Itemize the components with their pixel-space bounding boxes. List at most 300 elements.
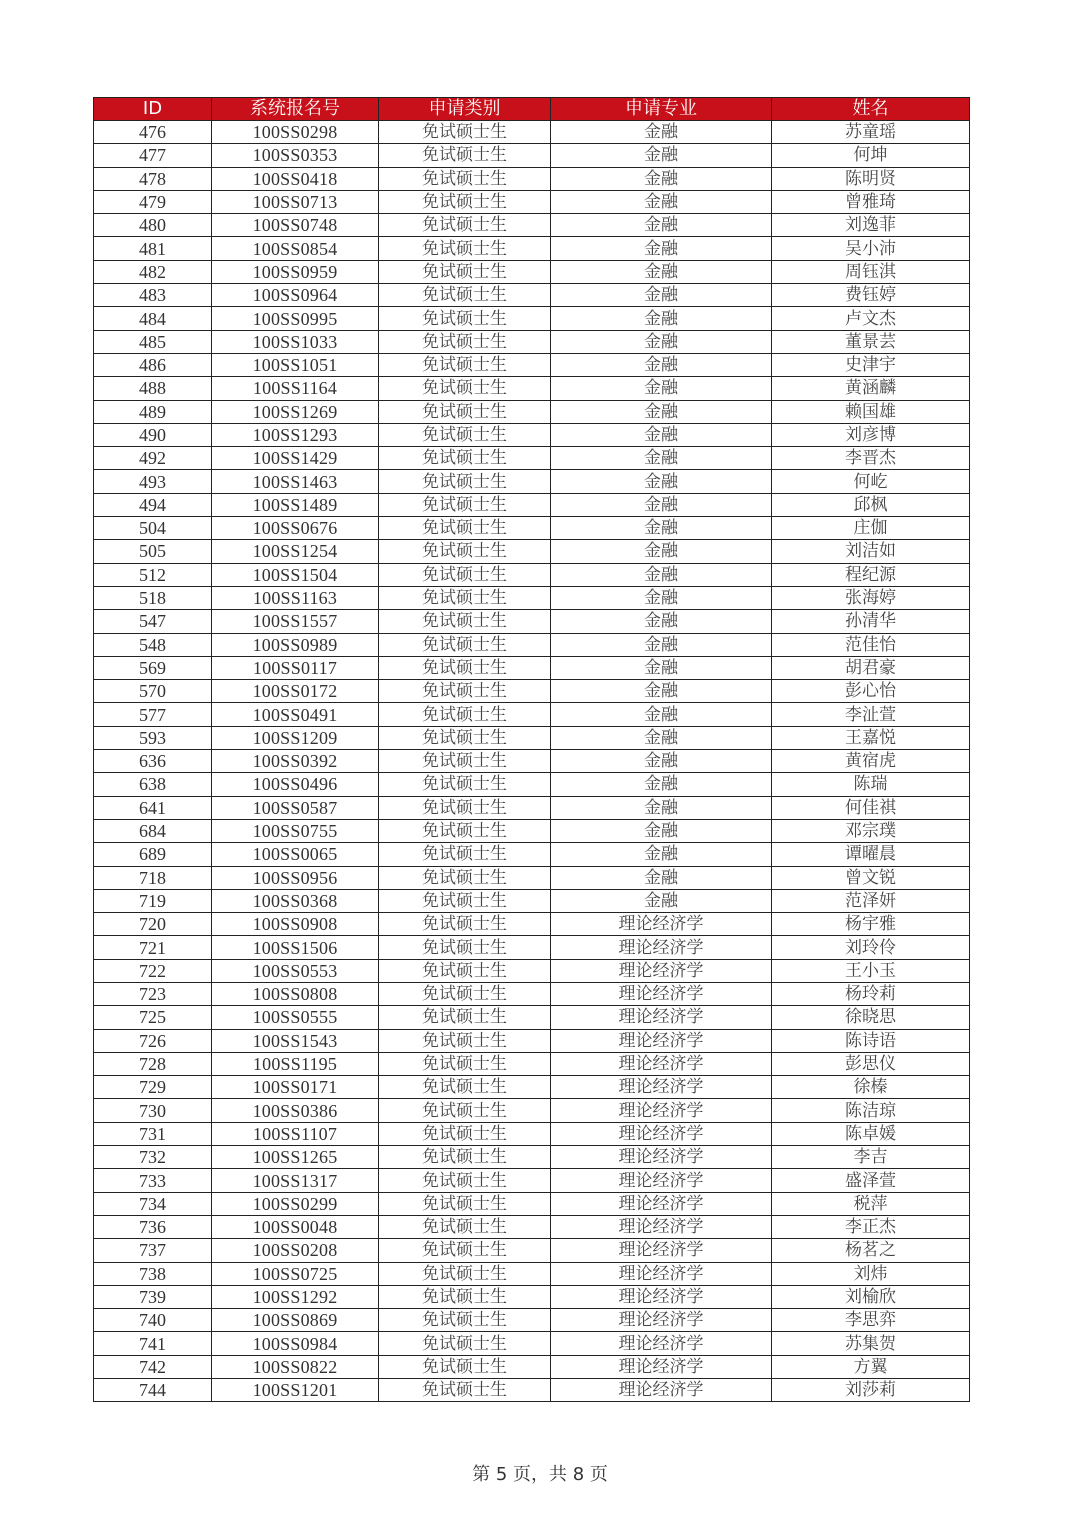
cell-id: 684 [94,819,212,842]
cell-id: 723 [94,982,212,1005]
cell-application-major: 金融 [551,400,772,423]
cell-name: 刘炜 [772,1262,970,1285]
cell-application-category: 免试硕士生 [379,1262,551,1285]
cell-application-category: 免试硕士生 [379,1215,551,1238]
cell-id: 569 [94,656,212,679]
cell-application-category: 免试硕士生 [379,1379,551,1402]
cell-application-category: 免试硕士生 [379,144,551,167]
cell-registration-number: 100SS1195 [212,1052,379,1075]
table-body [94,121,970,1402]
cell-application-major: 理论经济学 [551,1192,772,1215]
cell-registration-number: 100SS0808 [212,982,379,1005]
cell-registration-number: 100SS1543 [212,1029,379,1052]
cell-application-category: 免试硕士生 [379,959,551,982]
cell-registration-number: 100SS0299 [212,1192,379,1215]
cell-name: 庄伽 [772,517,970,540]
table-row [94,982,970,1005]
cell-application-category: 免试硕士生 [379,214,551,237]
table-row [94,1192,970,1215]
table-row [94,1146,970,1169]
table-row [94,889,970,912]
cell-registration-number: 100SS0171 [212,1076,379,1099]
cell-application-major: 金融 [551,353,772,376]
cell-registration-number: 100SS0725 [212,1262,379,1285]
cell-name: 邓宗璞 [772,819,970,842]
cell-name: 周钰淇 [772,260,970,283]
cell-application-major: 金融 [551,633,772,656]
cell-registration-number: 100SS0587 [212,796,379,819]
table-row [94,493,970,516]
cell-application-major: 金融 [551,540,772,563]
cell-name: 徐榛 [772,1076,970,1099]
cell-application-major: 金融 [551,889,772,912]
cell-application-category: 免试硕士生 [379,447,551,470]
cell-name: 刘逸菲 [772,214,970,237]
cell-id: 731 [94,1122,212,1145]
cell-application-category: 免试硕士生 [379,982,551,1005]
cell-application-category: 免试硕士生 [379,1169,551,1192]
cell-name: 刘莎莉 [772,1379,970,1402]
cell-id: 482 [94,260,212,283]
cell-name: 何坤 [772,144,970,167]
cell-name: 何佳祺 [772,796,970,819]
page-number: 第 5 页，共 8 页 [472,1464,608,1485]
cell-registration-number: 100SS1164 [212,377,379,400]
cell-name: 陈瑞 [772,773,970,796]
cell-registration-number: 100SS0676 [212,517,379,540]
header-registration-number: 系统报名号 [212,98,379,121]
table-row [94,866,970,889]
cell-id: 728 [94,1052,212,1075]
cell-application-category: 免试硕士生 [379,656,551,679]
cell-application-major: 理论经济学 [551,1099,772,1122]
cell-application-major: 金融 [551,447,772,470]
cell-application-major: 金融 [551,773,772,796]
cell-application-category: 免试硕士生 [379,1076,551,1099]
cell-application-category: 免试硕士生 [379,563,551,586]
cell-registration-number: 100SS1209 [212,726,379,749]
table-row [94,1379,970,1402]
cell-registration-number: 100SS1107 [212,1122,379,1145]
cell-application-major: 金融 [551,750,772,773]
cell-name: 谭曜晨 [772,843,970,866]
cell-application-category: 免试硕士生 [379,470,551,493]
cell-id: 689 [94,843,212,866]
cell-application-category: 免试硕士生 [379,1192,551,1215]
cell-application-major: 金融 [551,563,772,586]
cell-application-major: 理论经济学 [551,1076,772,1099]
cell-application-major: 理论经济学 [551,1239,772,1262]
table-row [94,610,970,633]
cell-registration-number: 100SS1265 [212,1146,379,1169]
cell-application-category: 免试硕士生 [379,1285,551,1308]
cell-name: 彭心怡 [772,680,970,703]
table-header-row [94,98,970,121]
cell-id: 725 [94,1006,212,1029]
cell-application-category: 免试硕士生 [379,353,551,376]
cell-application-category: 免试硕士生 [379,493,551,516]
cell-name: 王嘉悦 [772,726,970,749]
cell-registration-number: 100SS0353 [212,144,379,167]
cell-name: 彭思仪 [772,1052,970,1075]
cell-application-category: 免试硕士生 [379,610,551,633]
cell-id: 636 [94,750,212,773]
cell-registration-number: 100SS0048 [212,1215,379,1238]
cell-name: 卢文杰 [772,307,970,330]
table-row [94,936,970,959]
cell-id: 489 [94,400,212,423]
table-row [94,377,970,400]
cell-registration-number: 100SS1051 [212,353,379,376]
cell-name: 曾文锐 [772,866,970,889]
cell-id: 741 [94,1332,212,1355]
cell-registration-number: 100SS0959 [212,260,379,283]
cell-id: 480 [94,214,212,237]
cell-name: 李晋杰 [772,447,970,470]
cell-id: 488 [94,377,212,400]
cell-application-major: 金融 [551,680,772,703]
header-id: ID [94,98,212,121]
cell-application-major: 金融 [551,167,772,190]
header-application-category: 申请类别 [379,98,551,121]
cell-id: 547 [94,610,212,633]
table-row [94,1052,970,1075]
table-row [94,633,970,656]
cell-application-category: 免试硕士生 [379,1006,551,1029]
table-row [94,1285,970,1308]
cell-application-category: 免试硕士生 [379,307,551,330]
cell-application-category: 免试硕士生 [379,237,551,260]
cell-application-category: 免试硕士生 [379,1309,551,1332]
cell-application-major: 理论经济学 [551,1169,772,1192]
cell-registration-number: 100SS1317 [212,1169,379,1192]
cell-application-major: 金融 [551,586,772,609]
cell-application-major: 金融 [551,144,772,167]
cell-application-category: 免试硕士生 [379,284,551,307]
cell-id: 742 [94,1355,212,1378]
cell-registration-number: 100SS0392 [212,750,379,773]
cell-name: 张海婷 [772,586,970,609]
cell-name: 程纪源 [772,563,970,586]
cell-name: 杨宇雅 [772,913,970,936]
cell-application-major: 金融 [551,819,772,842]
cell-application-category: 免试硕士生 [379,843,551,866]
cell-registration-number: 100SS1201 [212,1379,379,1402]
cell-id: 718 [94,866,212,889]
cell-application-major: 理论经济学 [551,1379,772,1402]
cell-application-category: 免试硕士生 [379,190,551,213]
cell-registration-number: 100SS1293 [212,423,379,446]
cell-application-major: 金融 [551,260,772,283]
cell-registration-number: 100SS1254 [212,540,379,563]
cell-id: 719 [94,889,212,912]
cell-id: 722 [94,959,212,982]
cell-application-category: 免试硕士生 [379,726,551,749]
cell-name: 陈洁琼 [772,1099,970,1122]
cell-name: 方翼 [772,1355,970,1378]
cell-registration-number: 100SS0065 [212,843,379,866]
cell-application-major: 理论经济学 [551,1006,772,1029]
table-row [94,773,970,796]
cell-application-category: 免试硕士生 [379,540,551,563]
applicant-table [93,97,970,1402]
cell-application-major: 理论经济学 [551,1146,772,1169]
table-row [94,423,970,446]
cell-name: 陈卓媛 [772,1122,970,1145]
table-row [94,656,970,679]
cell-id: 638 [94,773,212,796]
table-row [94,1355,970,1378]
cell-name: 史津宇 [772,353,970,376]
cell-registration-number: 100SS0491 [212,703,379,726]
table-row [94,1099,970,1122]
cell-application-major: 金融 [551,703,772,726]
cell-registration-number: 100SS0854 [212,237,379,260]
table-row [94,586,970,609]
cell-application-category: 免试硕士生 [379,680,551,703]
cell-registration-number: 100SS1269 [212,400,379,423]
cell-id: 481 [94,237,212,260]
cell-application-major: 金融 [551,423,772,446]
table-row [94,167,970,190]
header-application-major: 申请专业 [551,98,772,121]
cell-id: 483 [94,284,212,307]
cell-application-major: 理论经济学 [551,1262,772,1285]
cell-application-category: 免试硕士生 [379,796,551,819]
cell-application-major: 理论经济学 [551,913,772,936]
cell-id: 518 [94,586,212,609]
cell-application-category: 免试硕士生 [379,1052,551,1075]
cell-registration-number: 100SS0869 [212,1309,379,1332]
cell-id: 485 [94,330,212,353]
cell-name: 吴小沛 [772,237,970,260]
cell-id: 730 [94,1099,212,1122]
cell-registration-number: 100SS0989 [212,633,379,656]
cell-application-category: 免试硕士生 [379,167,551,190]
cell-name: 杨玲莉 [772,982,970,1005]
cell-id: 504 [94,517,212,540]
cell-id: 744 [94,1379,212,1402]
cell-application-category: 免试硕士生 [379,750,551,773]
cell-id: 486 [94,353,212,376]
cell-id: 740 [94,1309,212,1332]
cell-id: 738 [94,1262,212,1285]
cell-application-category: 免试硕士生 [379,1332,551,1355]
cell-name: 刘彦博 [772,423,970,446]
table-row [94,1169,970,1192]
table-row [94,1076,970,1099]
cell-id: 720 [94,913,212,936]
table-row [94,470,970,493]
cell-id: 732 [94,1146,212,1169]
cell-application-category: 免试硕士生 [379,586,551,609]
cell-name: 李正杰 [772,1215,970,1238]
cell-registration-number: 100SS1033 [212,330,379,353]
cell-registration-number: 100SS0984 [212,1332,379,1355]
cell-name: 董景芸 [772,330,970,353]
cell-application-major: 金融 [551,796,772,819]
table-row [94,819,970,842]
cell-name: 苏集贺 [772,1332,970,1355]
cell-application-category: 免试硕士生 [379,1099,551,1122]
cell-application-category: 免试硕士生 [379,400,551,423]
cell-name: 陈明贤 [772,167,970,190]
cell-registration-number: 100SS1504 [212,563,379,586]
cell-name: 税萍 [772,1192,970,1215]
cell-application-category: 免试硕士生 [379,423,551,446]
cell-registration-number: 100SS0117 [212,656,379,679]
cell-application-major: 金融 [551,866,772,889]
cell-id: 477 [94,144,212,167]
cell-id: 733 [94,1169,212,1192]
cell-name: 刘洁如 [772,540,970,563]
cell-application-major: 理论经济学 [551,936,772,959]
cell-application-major: 理论经济学 [551,1309,772,1332]
cell-registration-number: 100SS1163 [212,586,379,609]
cell-registration-number: 100SS0755 [212,819,379,842]
cell-application-category: 免试硕士生 [379,703,551,726]
cell-application-major: 金融 [551,214,772,237]
cell-registration-number: 100SS1429 [212,447,379,470]
cell-registration-number: 100SS0555 [212,1006,379,1029]
cell-id: 548 [94,633,212,656]
cell-application-major: 理论经济学 [551,1052,772,1075]
table-row [94,913,970,936]
cell-name: 黄涵麟 [772,377,970,400]
cell-registration-number: 100SS0208 [212,1239,379,1262]
cell-registration-number: 100SS0368 [212,889,379,912]
table-row [94,214,970,237]
cell-application-major: 金融 [551,307,772,330]
cell-application-category: 免试硕士生 [379,121,551,144]
cell-registration-number: 100SS0995 [212,307,379,330]
cell-application-major: 金融 [551,377,772,400]
table-row [94,1239,970,1262]
cell-application-major: 理论经济学 [551,959,772,982]
cell-registration-number: 100SS0956 [212,866,379,889]
cell-application-category: 免试硕士生 [379,1239,551,1262]
cell-name: 赖国雄 [772,400,970,423]
cell-id: 478 [94,167,212,190]
cell-id: 570 [94,680,212,703]
table-row [94,144,970,167]
cell-id: 736 [94,1215,212,1238]
header-name: 姓名 [772,98,970,121]
cell-registration-number: 100SS0298 [212,121,379,144]
cell-id: 593 [94,726,212,749]
cell-id: 493 [94,470,212,493]
cell-application-major: 金融 [551,330,772,353]
cell-name: 杨茗之 [772,1239,970,1262]
cell-name: 费钰婷 [772,284,970,307]
cell-name: 刘玲伶 [772,936,970,959]
cell-name: 李思弈 [772,1309,970,1332]
cell-id: 492 [94,447,212,470]
cell-registration-number: 100SS1489 [212,493,379,516]
table-row [94,353,970,376]
cell-registration-number: 100SS0172 [212,680,379,703]
cell-application-category: 免试硕士生 [379,936,551,959]
cell-application-major: 金融 [551,284,772,307]
cell-application-category: 免试硕士生 [379,773,551,796]
cell-application-major: 理论经济学 [551,1332,772,1355]
cell-name: 邱枫 [772,493,970,516]
table-row [94,517,970,540]
cell-name: 李沚萱 [772,703,970,726]
cell-registration-number: 100SS1506 [212,936,379,959]
cell-id: 739 [94,1285,212,1308]
table-row [94,121,970,144]
cell-name: 王小玉 [772,959,970,982]
cell-registration-number: 100SS0386 [212,1099,379,1122]
cell-application-major: 金融 [551,470,772,493]
table-row [94,1122,970,1145]
cell-application-major: 金融 [551,517,772,540]
cell-application-major: 金融 [551,726,772,749]
table-row [94,540,970,563]
cell-registration-number: 100SS0908 [212,913,379,936]
cell-application-major: 金融 [551,610,772,633]
cell-registration-number: 100SS1557 [212,610,379,633]
cell-name: 陈诗语 [772,1029,970,1052]
cell-id: 726 [94,1029,212,1052]
cell-registration-number: 100SS0822 [212,1355,379,1378]
cell-id: 512 [94,563,212,586]
cell-name: 何屹 [772,470,970,493]
cell-application-major: 理论经济学 [551,1355,772,1378]
cell-name: 胡君豪 [772,656,970,679]
cell-id: 721 [94,936,212,959]
cell-id: 505 [94,540,212,563]
table-row [94,330,970,353]
table-row [94,190,970,213]
cell-registration-number: 100SS0748 [212,214,379,237]
cell-application-category: 免试硕士生 [379,1146,551,1169]
cell-application-major: 金融 [551,190,772,213]
cell-name: 刘榆欣 [772,1285,970,1308]
cell-application-category: 免试硕士生 [379,913,551,936]
cell-registration-number: 100SS1463 [212,470,379,493]
cell-application-major: 理论经济学 [551,1215,772,1238]
cell-registration-number: 100SS0964 [212,284,379,307]
cell-id: 476 [94,121,212,144]
cell-id: 494 [94,493,212,516]
table-row [94,1006,970,1029]
cell-application-major: 金融 [551,656,772,679]
table-row [94,1215,970,1238]
cell-id: 479 [94,190,212,213]
cell-application-major: 金融 [551,237,772,260]
cell-name: 苏童瑶 [772,121,970,144]
table-row [94,750,970,773]
table-row [94,959,970,982]
cell-id: 641 [94,796,212,819]
table-row [94,307,970,330]
table-row [94,1309,970,1332]
cell-application-category: 免试硕士生 [379,1122,551,1145]
cell-registration-number: 100SS0713 [212,190,379,213]
table-row [94,284,970,307]
cell-registration-number: 100SS0553 [212,959,379,982]
cell-application-category: 免试硕士生 [379,1355,551,1378]
cell-application-category: 免试硕士生 [379,1029,551,1052]
cell-application-category: 免试硕士生 [379,633,551,656]
cell-application-major: 理论经济学 [551,982,772,1005]
table-row [94,400,970,423]
table-row [94,703,970,726]
table-row [94,563,970,586]
cell-name: 徐晓思 [772,1006,970,1029]
